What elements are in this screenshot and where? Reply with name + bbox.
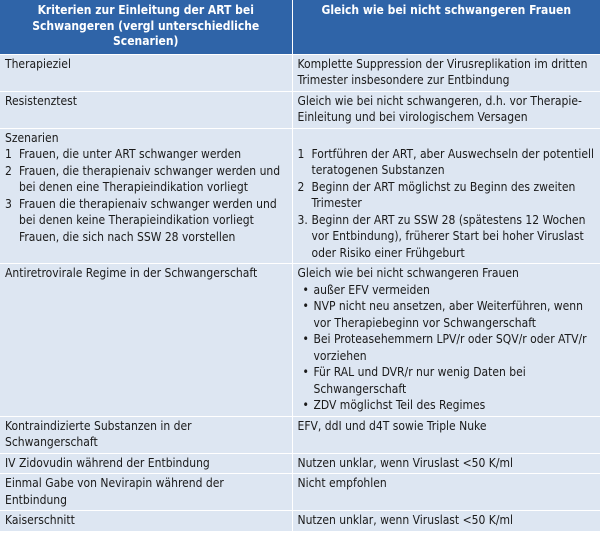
table-row	[0, 54, 600, 91]
item-text: NVP nicht neu ansetzen, aber Weiterführen, wenn vor Therapiebeginn vor Schwangerschaft	[313, 299, 583, 330]
table-row	[0, 128, 600, 264]
item-number: 3.	[297, 212, 308, 227]
header-same-as-non-pregnant: Gleich wie bei nicht schwangeren Frauen	[292, 0, 600, 54]
scenario-extra: Frauen, die sich nach SSW 28 vorstellen	[19, 229, 236, 244]
item-text: Frauen, die therapienaiv schwanger werden und bei denen eine Therapieindikation vorliegt	[19, 163, 281, 194]
item-number: 3	[5, 196, 12, 211]
table-row	[0, 453, 600, 474]
regime-title: Gleich wie bei nicht schwangeren Frauen	[297, 266, 519, 280]
header-criteria: Kriterien zur Einleitung der ART bei Schwangeren (vergl unterschiedliche Scenarien)	[0, 0, 292, 54]
row-value: Gleich wie bei nicht schwangeren, d.h. vor Therapie-Einleitung und bei virologischem Versagen	[292, 91, 600, 128]
item-text: Frauen die therapienaiv schwanger werden und bei denen keine Therapieindikation vorliegt	[19, 196, 277, 227]
row-label: Kaiserschnitt	[0, 511, 292, 531]
item-text: Frauen, die unter ART schwanger werden	[19, 147, 242, 161]
item-text: Beginn der ART zu SSW 28 (spätestens 12 Wochen vor Entbindung), früherer Start bei hoher Viruslast oder Risiko einer Frühgeburt	[311, 212, 586, 260]
bullet-icon: •	[302, 332, 309, 346]
item-text: Bei Proteasehemmern LPV/r oder SQV/r oder ATV/r vorziehen	[313, 332, 587, 363]
item-number: 2	[297, 179, 305, 194]
row-label: Kontraindizierte Substanzen in der Schwangerschaft	[0, 416, 292, 453]
table-row	[0, 264, 600, 417]
list-item	[298, 146, 595, 179]
row-label: Resistenztest	[0, 91, 292, 128]
table-row	[0, 474, 600, 511]
list-item	[298, 331, 595, 364]
action-list	[298, 146, 595, 262]
item-text: Fortführen der ART, aber Auswechseln der potentiell teratogenen Substanzen	[311, 146, 594, 177]
regime-cell	[292, 264, 600, 417]
bullet-icon: •	[302, 282, 309, 297]
row-value: Nutzen unklar, wenn Viruslast <50 K/ml	[292, 453, 600, 474]
table-row	[0, 91, 600, 128]
list-item	[5, 163, 286, 196]
item-text: Beginn der ART möglichst zu Beginn des zweiten Trimester	[311, 179, 576, 210]
table-row	[0, 511, 600, 531]
spacer	[298, 130, 595, 138]
bullet-icon: •	[302, 365, 309, 379]
item-number: 1	[297, 146, 305, 161]
item-text: Für RAL und DVR/r nur wenig Daten bei Schwangerschaft	[313, 365, 526, 396]
row-label: IV Zidovudin während der Entbindung	[0, 453, 292, 474]
list-item	[298, 212, 595, 262]
item-number: 1	[5, 147, 12, 161]
list-item	[5, 196, 286, 229]
row-label: Therapieziel	[0, 54, 292, 91]
item-text: ZDV möglichst Teil des Regimes	[313, 398, 486, 412]
regime-bullets	[298, 282, 595, 414]
row-value: EFV, ddI und d4T sowie Triple Nuke	[292, 416, 600, 453]
row-value: Komplette Suppression der Virusreplikation im dritten Trimester insbesondere zur Entbindung	[292, 54, 600, 91]
bullet-icon: •	[302, 398, 309, 412]
list-item	[298, 282, 595, 299]
scenario-title: Szenarien	[5, 130, 59, 145]
table-header-row	[0, 0, 600, 54]
row-value: Nutzen unklar, wenn Viruslast <50 K/ml	[292, 511, 600, 531]
list-item	[298, 179, 595, 212]
row-value: Nicht empfohlen	[292, 474, 600, 511]
list-item	[5, 146, 286, 163]
spacer	[298, 138, 595, 146]
list-item	[298, 298, 595, 331]
scenario-list	[5, 146, 286, 229]
list-item	[298, 364, 595, 397]
row-label: Einmal Gabe von Nevirapin während der Entbindung	[0, 474, 292, 511]
scenario-cell	[0, 128, 292, 264]
list-item	[298, 397, 595, 414]
table-row	[0, 416, 600, 453]
scenario-action-cell	[292, 128, 600, 264]
bullet-icon: •	[302, 299, 309, 313]
row-label: Antiretrovirale Regime in der Schwangerschaft	[0, 264, 292, 417]
item-text: außer EFV vermeiden	[313, 282, 430, 297]
item-number: 2	[5, 163, 12, 178]
